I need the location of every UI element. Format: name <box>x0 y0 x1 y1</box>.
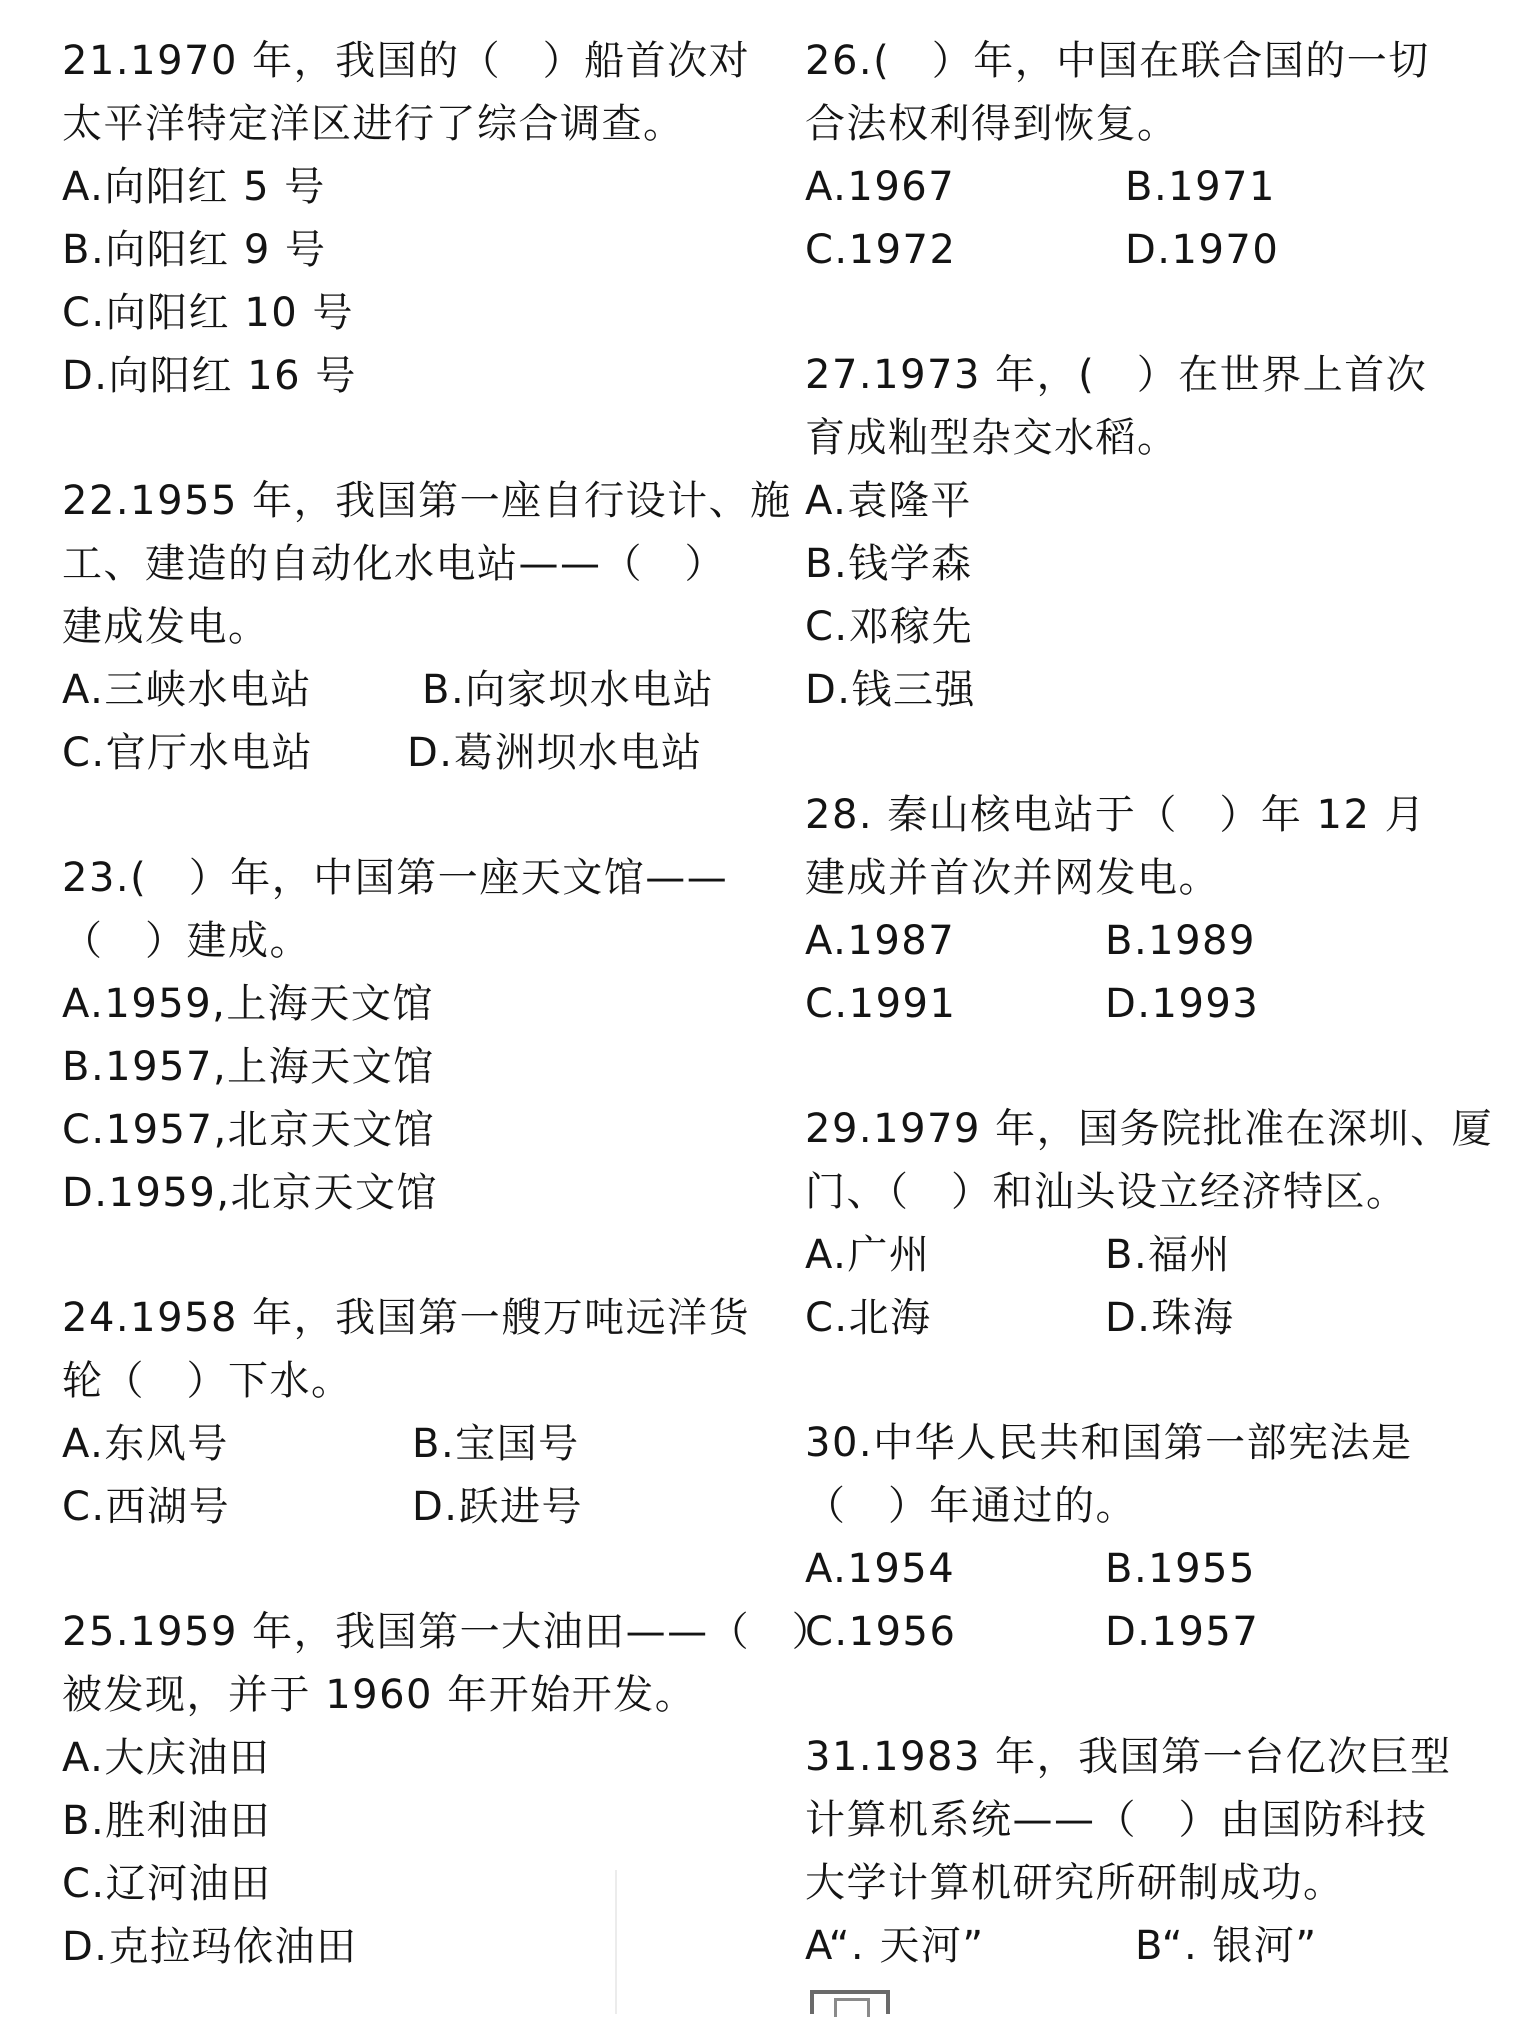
question-31 <box>805 1726 1505 1978</box>
question-text-line: 31.1983 年，我国第一台亿次巨型 <box>805 1734 1452 1780</box>
option-d: D.克拉玛依油田 <box>62 1924 358 1970</box>
option-a: A.三峡水电站 <box>62 667 312 713</box>
option-d: D.1959,北京天文馆 <box>62 1170 439 1216</box>
question-text-line: 合法权利得到恢复。 <box>805 101 1179 147</box>
option-a: A.1987 <box>805 918 956 964</box>
question-26 <box>805 30 1505 282</box>
question-text-line: 29.1979 年，国务院批准在深圳、厦 <box>805 1106 1494 1152</box>
right-column <box>805 30 1505 2040</box>
option-c: C.向阳红 10 号 <box>62 290 354 336</box>
option-row <box>805 910 1505 973</box>
option-c: C.北海 <box>805 1295 932 1341</box>
option-c: C.西湖号 <box>62 1484 231 1530</box>
cropped-stamp-graphic <box>810 1990 890 2014</box>
option-row <box>62 1413 752 1476</box>
question-text-line: 24.1958 年，我国第一艘万吨远洋货 <box>62 1295 751 1341</box>
option-row <box>62 659 752 722</box>
option-d: D.葛洲坝水电站 <box>407 730 703 776</box>
option-c: C.邓稼先 <box>805 604 974 650</box>
question-text-line: 21.1970 年，我国的（ ）船首次对 <box>62 38 751 84</box>
question-text-line: 27.1973 年，( ）在世界上首次 <box>805 352 1428 398</box>
option-d: D.珠海 <box>1105 1295 1235 1341</box>
question-text-line: 被发现，并于 1960 年开始开发。 <box>62 1672 697 1718</box>
option-d: D.1993 <box>1105 981 1260 1027</box>
option-b: B.向家坝水电站 <box>422 667 715 713</box>
option-row <box>805 973 1505 1036</box>
question-text-line: 25.1959 年，我国第一大油田——（ ） <box>62 1609 834 1655</box>
option-a: A.东风号 <box>62 1421 229 1467</box>
question-text-line: 28. 秦山核电站于（ ）年 12 月 <box>805 792 1427 838</box>
option-a: A.1967 <box>805 164 956 210</box>
question-text-line: 22.1955 年，我国第一座自行设计、施 <box>62 478 792 524</box>
option-a: A.1959,上海天文馆 <box>62 981 434 1027</box>
question-text-line: 门、（ ）和汕头设立经济特区。 <box>805 1169 1408 1215</box>
option-row <box>805 219 1505 282</box>
question-27 <box>805 344 1505 722</box>
option-c: C.辽河油田 <box>62 1861 272 1907</box>
question-text-line: 23.( ）年，中国第一座天文馆—— <box>62 855 729 901</box>
option-c: C.1991 <box>805 981 957 1027</box>
option-c: C.1956 <box>805 1609 957 1655</box>
option-b: B.1971 <box>1125 164 1276 210</box>
option-a: A.袁隆平 <box>805 478 972 524</box>
option-d: D.1970 <box>1125 227 1280 273</box>
question-text-line: 26.( ）年，中国在联合国的一切 <box>805 38 1430 84</box>
question-text-line: 30.中华人民共和国第一部宪法是 <box>805 1420 1413 1466</box>
option-d: D.向阳红 16 号 <box>62 353 357 399</box>
question-text-line: 育成籼型杂交水稻。 <box>805 415 1179 461</box>
option-a: A.广州 <box>805 1232 931 1278</box>
question-28 <box>805 784 1505 1036</box>
question-text-line: 计算机系统——（ ）由国防科技 <box>805 1797 1428 1843</box>
option-b: B.福州 <box>1105 1232 1232 1278</box>
question-22 <box>62 470 792 785</box>
question-23 <box>62 847 752 1225</box>
option-row <box>62 1476 752 1539</box>
question-text-line: 建成发电。 <box>62 604 270 650</box>
question-24 <box>62 1287 752 1539</box>
option-row <box>805 156 1505 219</box>
option-a: A.向阳红 5 号 <box>62 164 326 210</box>
option-b: B.钱学森 <box>805 541 973 587</box>
option-c: C.官厅水电站 <box>62 730 314 776</box>
option-c: C.1957,北京天文馆 <box>62 1107 436 1153</box>
option-row <box>805 1224 1505 1287</box>
question-21 <box>62 30 752 408</box>
option-b: B.1957,上海天文馆 <box>62 1044 435 1090</box>
option-d: D.跃进号 <box>412 1484 584 1530</box>
option-row <box>805 1287 1505 1350</box>
option-d: D.钱三强 <box>805 667 977 713</box>
question-text-line: （ ）年通过的。 <box>805 1483 1137 1529</box>
question-text-line: 建成并首次并网发电。 <box>805 855 1220 901</box>
option-b: B.1989 <box>1105 918 1256 964</box>
option-a: A.1954 <box>805 1546 956 1592</box>
option-b: B.向阳红 9 号 <box>62 227 327 273</box>
scan-artifact-line <box>615 1870 617 2014</box>
left-column <box>62 30 834 2041</box>
option-row <box>805 1538 1505 1601</box>
option-d: D.1957 <box>1105 1609 1260 1655</box>
question-text-line: 太平洋特定洋区进行了综合调查。 <box>62 101 685 147</box>
option-b: B.宝国号 <box>412 1421 580 1467</box>
question-text-line: （ ）建成。 <box>62 918 311 964</box>
question-25 <box>62 1601 834 1979</box>
option-a: A“. 天河” <box>805 1923 985 1969</box>
option-row <box>805 1915 1505 1978</box>
question-29 <box>805 1098 1505 1350</box>
option-row <box>805 1601 1505 1664</box>
option-b: B.1955 <box>1105 1546 1256 1592</box>
question-text-line: 工、建造的自动化水电站——（ ） <box>62 541 726 587</box>
option-c: C.1972 <box>805 227 957 273</box>
question-text-line: 轮（ ）下水。 <box>62 1358 353 1404</box>
question-30 <box>805 1412 1505 1664</box>
question-text-line: 大学计算机研究所研制成功。 <box>805 1860 1345 1906</box>
option-row <box>62 722 752 785</box>
option-a: A.大庆油田 <box>62 1735 271 1781</box>
option-b: B“. 银河” <box>1135 1923 1318 1969</box>
option-b: B.胜利油田 <box>62 1798 272 1844</box>
